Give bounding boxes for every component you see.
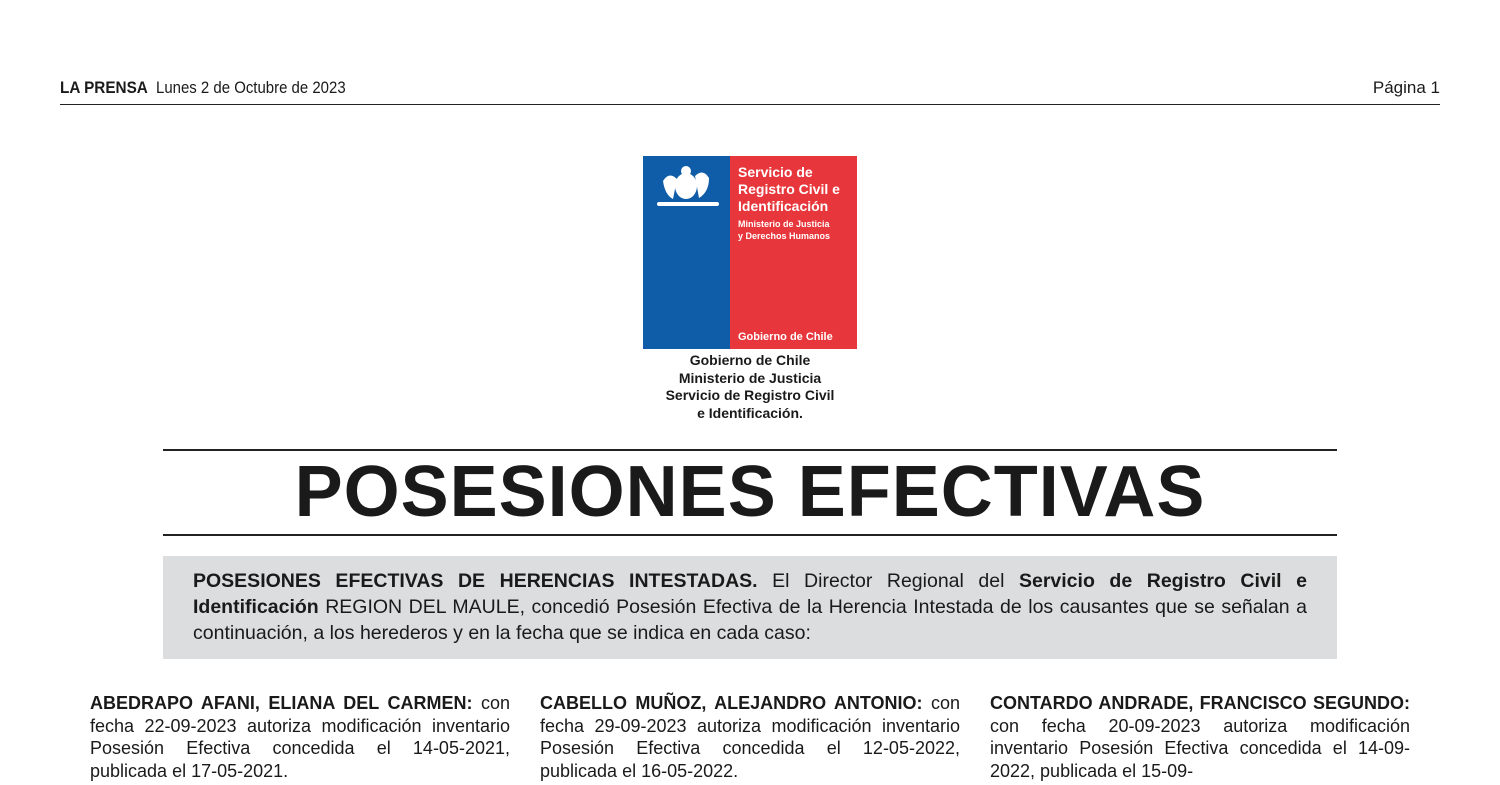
caption-line: e Identificación. xyxy=(697,404,803,421)
logo-subtext: y Derechos Humanos xyxy=(738,231,831,241)
caption-line: Gobierno de Chile xyxy=(689,352,811,368)
divider xyxy=(163,449,1337,451)
logo-caption xyxy=(600,352,900,422)
entry-name: CABELLO MUÑOZ, ALEJANDRO ANTONIO: xyxy=(540,693,923,713)
intro-org: Servicio de Registro Civil e Identificación xyxy=(193,570,1307,618)
intro-text: El Director Regional del xyxy=(757,570,1019,592)
logo-text: Identificación xyxy=(738,198,829,214)
publication-date: Lunes 2 de Octubre de 2023 xyxy=(156,78,346,97)
entry xyxy=(990,692,1410,782)
entry-name: CONTARDO ANDRADE, FRANCISCO SEGUNDO: xyxy=(990,693,1410,713)
page-number: Página 1 xyxy=(1372,78,1440,97)
entry-text: con fecha 29-09-2023 autoriza modificación inventario Posesión Efectiva concedida el 12-05-2022, publicada el 16-05-2022. xyxy=(540,693,960,781)
logo-footer: Gobierno de Chile xyxy=(738,331,833,343)
intro-text: REGION DEL MAULE, concedió Posesión Efectiva de la Herencia Intestada de los causantes que se señalan a continuación, a los herederos y en la fecha que se indica en cada caso: xyxy=(193,596,1307,644)
entry-text: con fecha 22-09-2023 autoriza modificación inventario Posesión Efectiva concedida el 14-05-2021, publicada el 17-05-2021. xyxy=(90,693,511,781)
logo-subtext: Ministerio de Justicia xyxy=(738,219,830,229)
page-header xyxy=(60,78,1440,105)
publication-name: LA PRENSA xyxy=(60,78,148,97)
divider xyxy=(163,534,1337,536)
registro-civil-logo xyxy=(643,156,857,349)
caption-line: Ministerio de Justicia xyxy=(678,369,822,386)
page-title: POSESIONES EFECTIVAS xyxy=(294,452,1206,532)
intro-lead: POSESIONES EFECTIVAS DE HERENCIAS INTESTADAS. xyxy=(193,570,758,592)
caption-line: Servicio de Registro Civil xyxy=(665,387,835,403)
entry xyxy=(540,692,960,782)
logo-text: Servicio de xyxy=(738,164,813,180)
entry-name: ABEDRAPO AFANI, ELIANA DEL CARMEN: xyxy=(90,693,473,713)
coat-of-arms-icon xyxy=(643,156,730,349)
intro-box xyxy=(163,556,1337,659)
entry xyxy=(90,692,510,782)
entry-text: con fecha 20-09-2023 autoriza modificación inventario Posesión Efectiva concedida el 14-09-2022, publicada el 15-09- xyxy=(990,715,1410,781)
logo-text: Registro Civil e xyxy=(738,181,840,197)
